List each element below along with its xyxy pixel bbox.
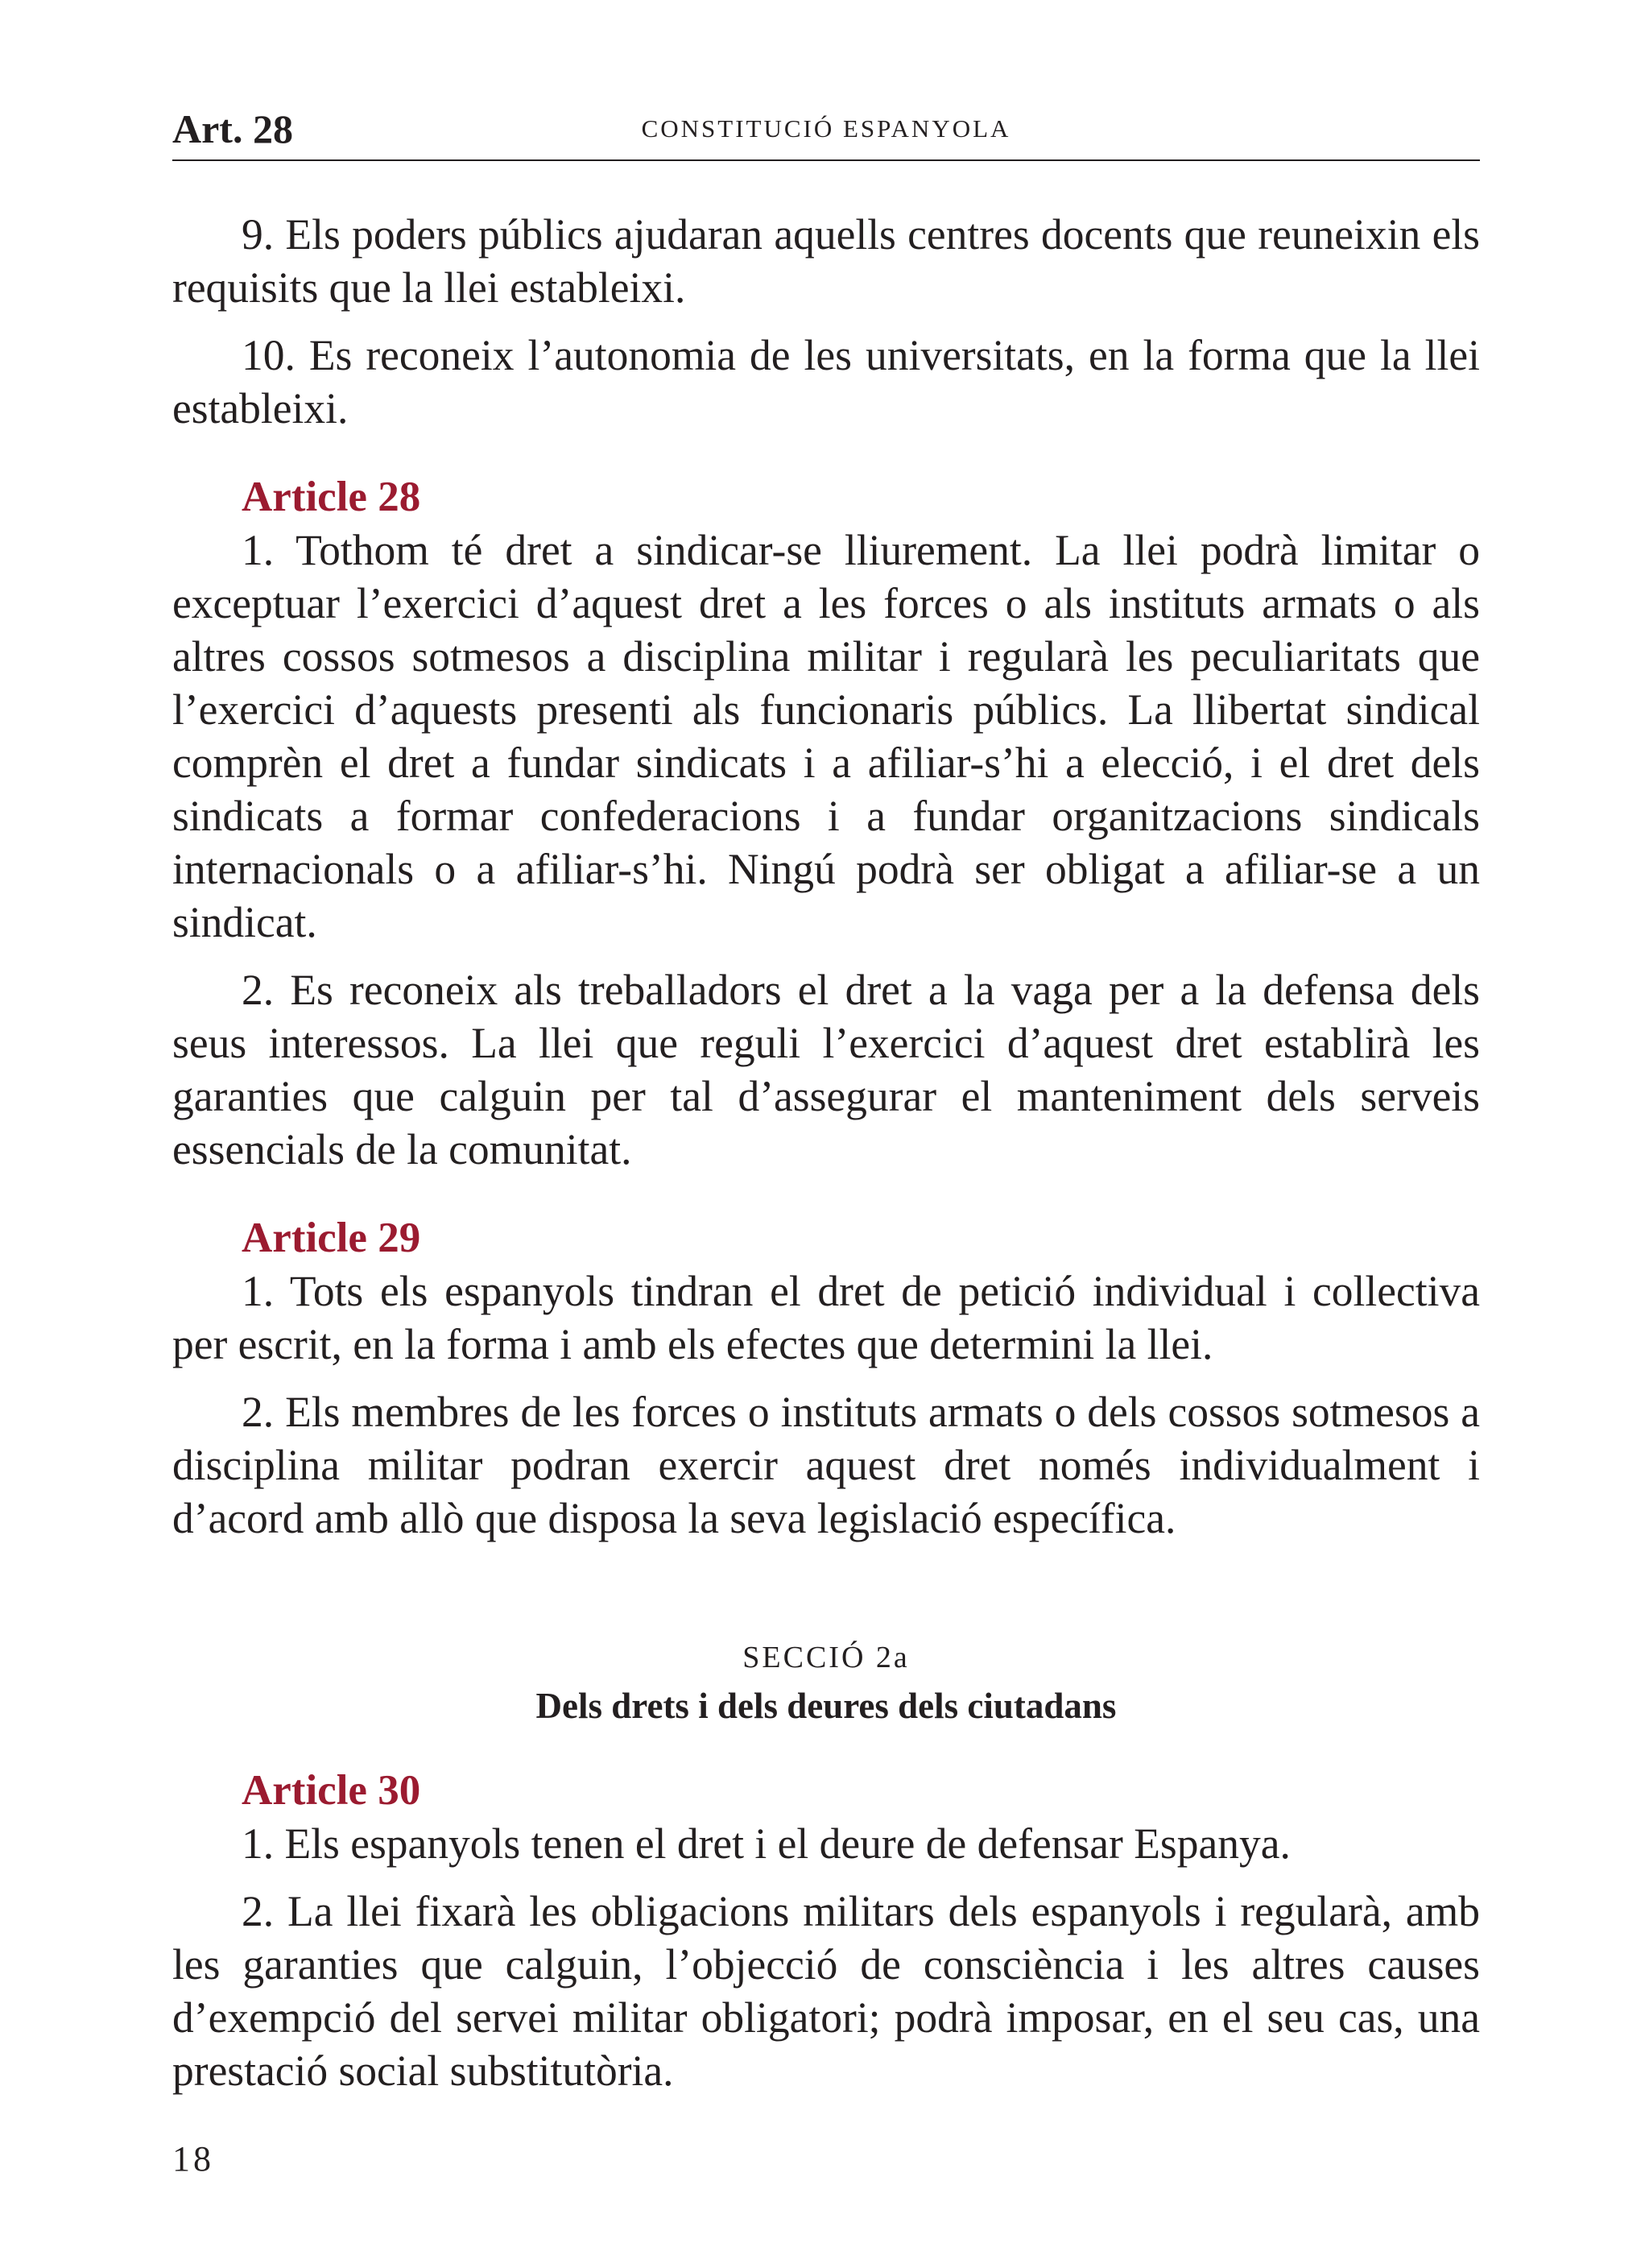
page-body xyxy=(172,208,1480,2112)
article-30-heading: Article 30 xyxy=(242,1767,421,1814)
paragraph-9: 9. Els poders públics ajudaran aquells centres docents que reuneixin els requisits que la llei estableixi. xyxy=(172,210,1480,312)
section-label: SECCIÓ 2a xyxy=(742,1641,910,1674)
article-28-heading: Article 28 xyxy=(242,474,421,520)
book-page xyxy=(172,0,1480,2268)
section-title: Dels drets i dels deures dels ciutadans xyxy=(535,1686,1117,1726)
article-29-paragraph-1: 1. Tots els espanyols tindran el dret de petició individual i collectiva per escrit, en la forma i amb els efectes que determini la llei. xyxy=(172,1267,1480,1368)
section-heading xyxy=(172,1635,1480,1732)
paragraph-10: 10. Es reconeix l’autonomia de les universitats, en la forma que la llei estableixi. xyxy=(172,331,1480,432)
article-30-paragraph-1: 1. Els espanyols tenen el dret i el deure de defensar Espanya. xyxy=(242,1819,1291,1868)
page-number: 18 xyxy=(172,2139,214,2179)
article-30-paragraph-2: 2. La llei fixarà les obligacions militars dels espanyols i regularà, amb les garanties que calguin, l’objecció de consciència i les altres causes d’exempció del servei militar obligatori; podrà imposar, en el seu cas, una prestació social substitutòria. xyxy=(172,1887,1480,2095)
article-28-paragraph-1: 1. Tothom té dret a sindicar-se lliurement. La llei podrà limitar o exceptuar l’exercici d’aquest dret a les forces o als instituts armats o als altres cossos sotmesos a disciplina militar i regularà les peculiaritats que l’exercici d’aquests presenti als funcionaris públics. La llibertat sindical comprèn el dret a fundar sindicats i a afiliar-s’hi a elecció, i el dret dels sindicats a formar confederacions i a fundar organitzacions sindicals internacionals o a afiliar-s’hi. Ningú podrà ser obligat a afiliar-se a un sindicat. xyxy=(172,526,1480,946)
running-head-article: Art. 28 xyxy=(172,106,293,151)
running-head xyxy=(172,105,1480,153)
article-29-heading: Article 29 xyxy=(242,1215,421,1261)
running-head-title: CONSTITUCIÓ ESPANYOLA xyxy=(641,114,1011,143)
article-28-paragraph-2: 2. Es reconeix als treballadors el dret a la vaga per a la defensa dels seus interessos. La llei que reguli l’exercici d’aquest dret establirà les garanties que calguin per tal d’assegurar el manteniment dels serveis essencials de la comunitat. xyxy=(172,966,1480,1173)
header-rule xyxy=(172,159,1480,161)
article-29-paragraph-2: 2. Els membres de les forces o instituts armats o dels cossos sotmesos a disciplina militar podran exercir aquest dret només individualment i d’acord amb allò que disposa la seva legislació específica. xyxy=(172,1388,1480,1542)
